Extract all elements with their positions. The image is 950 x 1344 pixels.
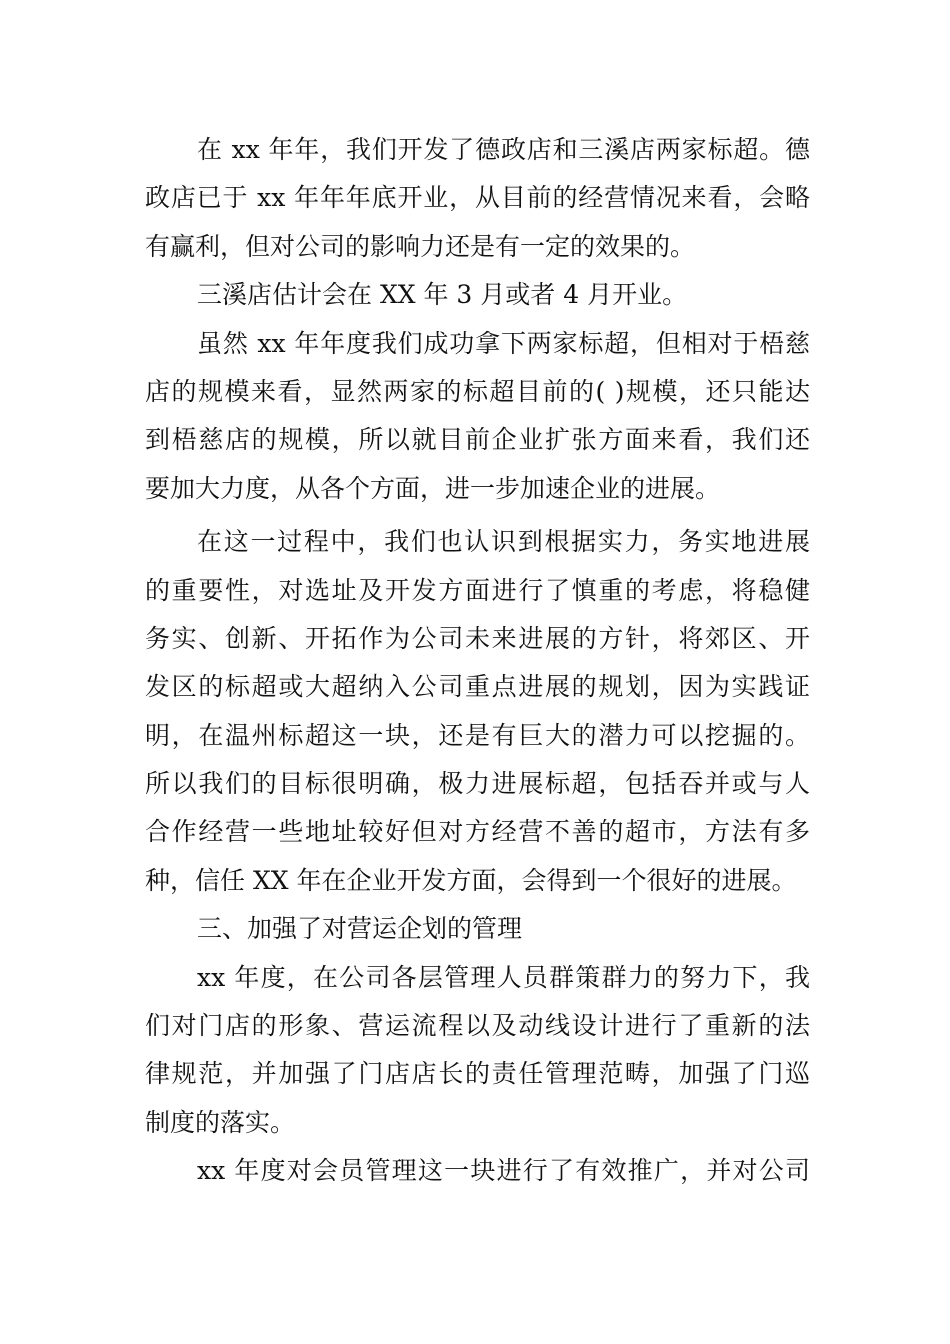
paragraph [145, 1147, 810, 1195]
text-line: 有赢利，但对公司的影响力还是有一定的效果的。 [145, 231, 696, 261]
text-line: 们对门店的形象、营运流程以及动线设计进行了重新的法 [145, 1011, 810, 1041]
text-line: 虽然 xx 年年度我们成功拿下两家标超，但相对于梧慈 [197, 328, 810, 358]
text-line: 明，在温州标超这一块，还是有巨大的潜力可以挖掘的。 [145, 720, 810, 750]
text-line: 律规范，并加强了门店店长的责任管理范畴，加强了门巡 [145, 1059, 810, 1089]
text-line: 务实、创新、开拓作为公司未来进展的方针，将郊区、开 [145, 623, 810, 653]
text-line: 在 xx 年年，我们开发了德政店和三溪店两家标超。德 [197, 135, 810, 164]
text-line: xx 年度对会员管理这一块进行了有效推广，并对公司 [197, 1156, 810, 1186]
document-body [145, 126, 810, 1196]
text-line: 种，信任 XX 年在企业开发方面，会得到一个很好的进展。 [145, 865, 797, 895]
text-line: 制度的落实。 [145, 1107, 296, 1137]
paragraph [145, 126, 810, 271]
text-line: 合作经营一些地址较好但对方经营不善的超市，方法有多 [145, 817, 810, 847]
paragraph [145, 954, 810, 1148]
text-line: 三溪店估计会在 XX 年 3 月或者 4 月开业。 [197, 280, 688, 310]
text-line: 所以我们的目标很明确，极力进展标超，包括吞并或与人 [145, 769, 810, 799]
text-line: 政店已于 xx 年年年底开业，从目前的经营情况来看，会略 [145, 183, 810, 213]
text-line: 到梧慈店的规模，所以就目前企业扩张方面来看，我们还 [145, 425, 810, 455]
paragraph [145, 271, 810, 319]
text-line: 在这一过程中，我们也认识到根据实力，务实地进展 [197, 527, 810, 557]
text-line: 要加大力度，从各个方面，进一步加速企业的进展。 [145, 473, 721, 503]
text-line: 的重要性，对选址及开发方面进行了慎重的考虑，将稳健 [145, 575, 810, 605]
text-line: 发区的标超或大超纳入公司重点进展的规划，因为实践证 [145, 672, 810, 702]
text-line: 店的规模来看，显然两家的标超目前的( )规模，还只能达 [145, 376, 810, 406]
heading-line: 三、加强了对营运企划的管理 [197, 914, 523, 944]
text-line: xx 年度，在公司各层管理人员群策群力的努力下，我 [197, 962, 810, 992]
paragraph [145, 320, 810, 514]
paragraph [145, 518, 810, 905]
section-heading [145, 905, 810, 953]
